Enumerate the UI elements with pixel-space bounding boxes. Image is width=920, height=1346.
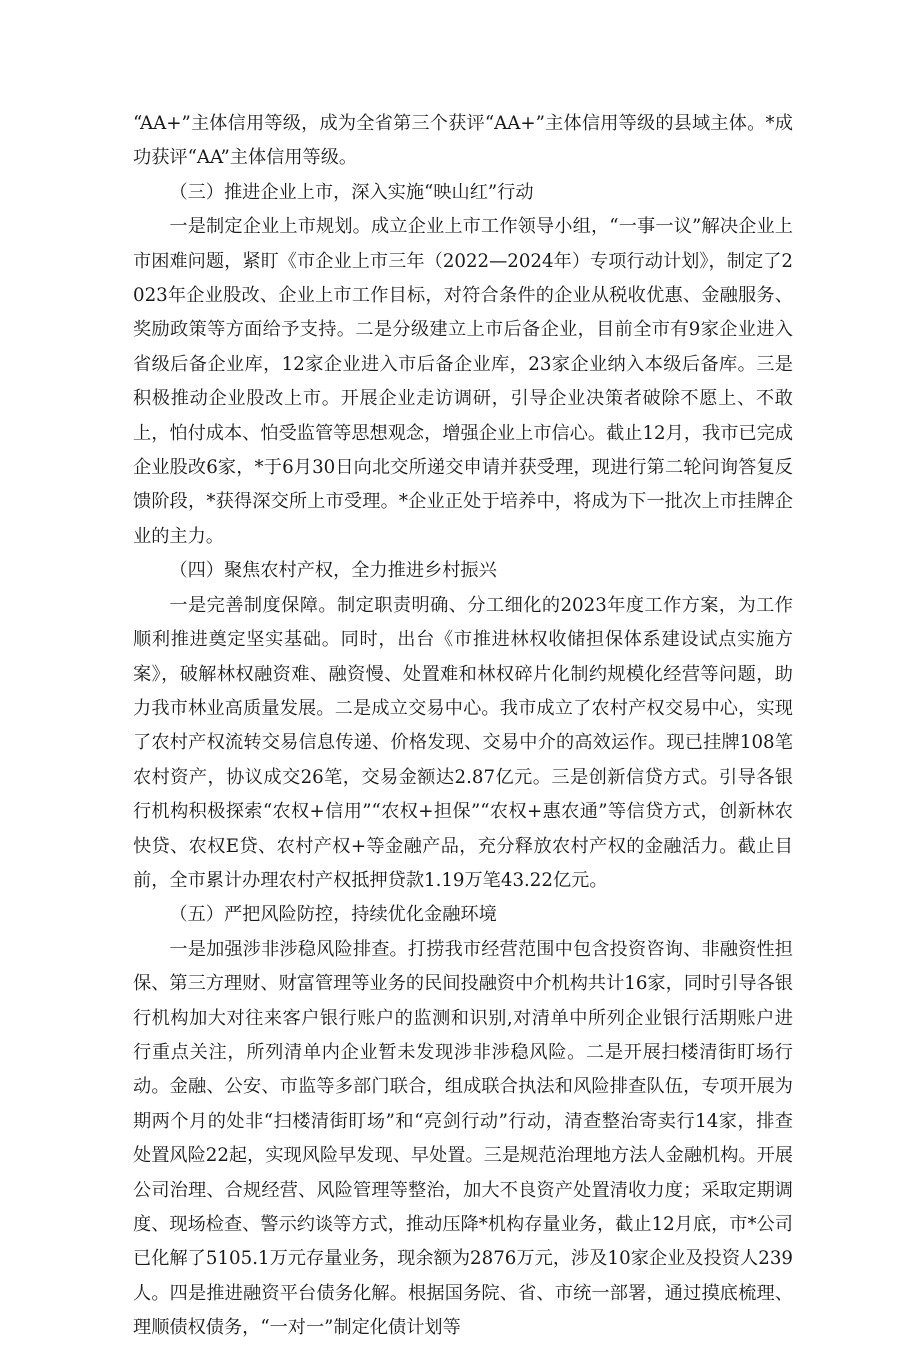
- section-heading-rural-property: （四）聚焦农村产权，全力推进乡村振兴: [169, 560, 497, 582]
- paragraph-listing: 一是制定企业上市规划。成立企业上市工作领导小组，“一事一议”解决企业上市困难问题，紧盯《市企业上市三年（2022—2024年）专项行动计划》，制定了2023年企业股改、企业上市工作目标，对符合条件的企业从税收优惠、金融服务、奖励政策等方面给予支持。二是分级建立上市后备企业，目前全市有9家企业进入省级后备企业库，12家企业进入市后备企业库，23家企业纳入本级后备库。三是积极推动企业股改上市。开展企业走访调研，引导企业决策者破除不愿上、不敢上，怕付成本、怕受监管等思想观念，增强企业上市信心。截止12月，我市已完成企业股改6家，*于6月30日向北交所递交申请并获受理，现进行第二轮问询答复反馈阶段，*获得深交所上市受理。*企业正处于培养中，将成为下一批次上市挂牌企业的主力。: [133, 216, 793, 547]
- paragraph-credit-rating: “AA+”主体信用等级，成为全省第三个获评“AA+”主体信用等级的县域主体。*成功获评“AA”主体信用等级。: [133, 113, 793, 169]
- paragraph-rural-property: 一是完善制度保障。制定职责明确、分工细化的2023年度工作方案，为工作顺利推进奠定坚实基础。同时，出台《市推进林权收储担保体系建设试点实施方案》，破解林权融资难、融资慢、处置难和林权碎片化制约规模化经营等问题，助力我市林业高质量发展。二是成立交易中心。我市成立了农村产权交易中心，实现了农村产权流转交易信息传递、价格发现、交易中介的高效运作。现已挂牌108笔农村资产，协议成交26笔，交易金额达2.87亿元。三是创新信贷方式。引导各银行机构积极探索“农权+信用”“农权+担保”“农权+惠农通”等信贷方式，创新林农快贷、农权E贷、农村产权+等金融产品，充分释放农村产权的金融活力。截止目前，全市累计办理农村产权抵押贷款1.19万笔43.22亿元。: [133, 594, 793, 891]
- paragraph-risk-control: 一是加强涉非涉稳风险排查。打捞我市经营范围中包含投资咨询、非融资性担保、第三方理财、财富管理等业务的民间投融资中介机构共计16家，同时引导各银行机构加大对往来客户银行账户的监测和识别,对清单中所列企业银行活期账户进行重点关注，所列清单内企业暂未发现涉非涉稳风险。二是开展扫楼清街盯场行动。金融、公安、市监等多部门联合，组成联合执法和风险排查队伍，专项开展为期两个月的处非“扫楼清街盯场”和“亮剑行动”行动，清查整治寄卖行14家，排查处置风险22起，实现风险早发现、早处置。三是规范治理地方法人金融机构。开展公司治理、合规经营、风险管理等整治，加大不良资产处置清收力度；采取定期调度、现场检查、警示约谈等方式，推动压降*机构存量业务，截止12月底，市*公司已化解了5105.1万元存量业务，现余额为2876万元，涉及10家企业及投资人239人。四是推进融资平台债务化解。根据国务院、省、市统一部署，通过摸底梳理、理顺债权债务，“一对一”制定化债计划等: [133, 938, 793, 1339]
- document-body: [133, 107, 793, 1346]
- section-heading-listing: （三）推进企业上市，深入实施“映山红”行动: [169, 181, 534, 203]
- section-heading-risk-control: （五）严把风险防控，持续优化金融环境: [169, 904, 497, 926]
